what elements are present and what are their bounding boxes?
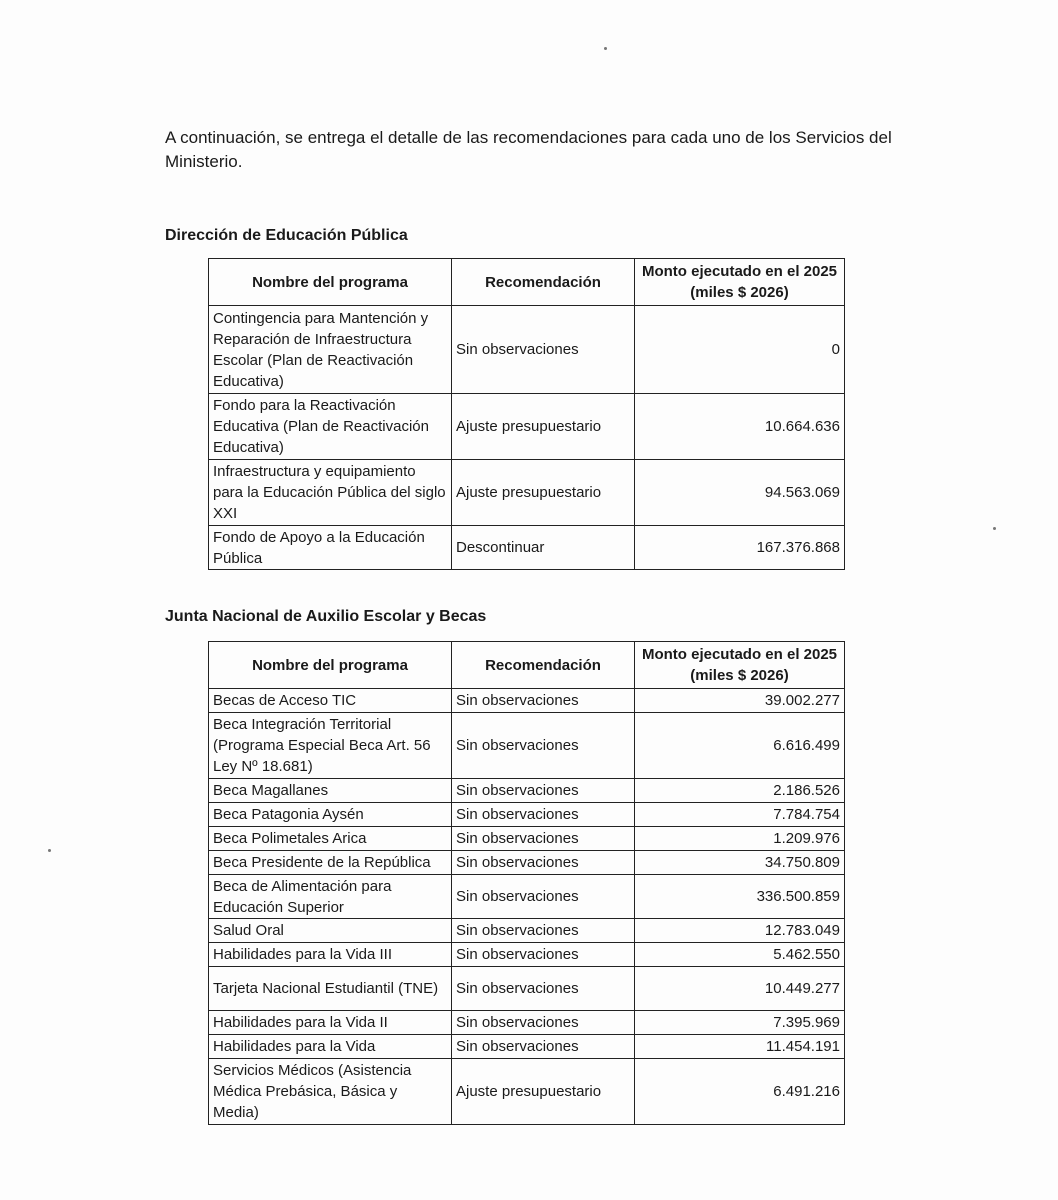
recommendation: Sin observaciones — [452, 803, 635, 827]
program-name: Beca Patagonia Aysén — [209, 803, 452, 827]
section-title-dep: Dirección de Educación Pública — [165, 227, 408, 244]
amount: 2.186.526 — [635, 779, 845, 803]
program-name: Contingencia para Mantención y Reparación de Infraestructura Escolar (Plan de Reactivación Educativa) — [209, 306, 452, 394]
table-row — [209, 689, 845, 713]
program-name: Beca Integración Territorial (Programa Especial Beca Art. 56 Ley Nº 18.681) — [209, 713, 452, 779]
recommendation: Ajuste presupuestario — [452, 394, 635, 460]
program-name: Habilidades para la Vida III — [209, 943, 452, 967]
table-row — [209, 851, 845, 875]
amount: 7.784.754 — [635, 803, 845, 827]
program-name: Servicios Médicos (Asistencia Médica Prebásica, Básica y Media) — [209, 1059, 452, 1125]
recommendation: Sin observaciones — [452, 851, 635, 875]
recommendation: Descontinuar — [452, 526, 635, 570]
table-junaeb — [208, 641, 845, 1125]
recommendation: Sin observaciones — [452, 827, 635, 851]
recommendation: Sin observaciones — [452, 875, 635, 919]
table-row — [209, 803, 845, 827]
amount: 5.462.550 — [635, 943, 845, 967]
recommendation: Ajuste presupuestario — [452, 460, 635, 526]
amount: 34.750.809 — [635, 851, 845, 875]
intro-paragraph: A continuación, se entrega el detalle de las recomendaciones para cada uno de los Servicios del Ministerio. — [165, 128, 892, 171]
amount: 1.209.976 — [635, 827, 845, 851]
table-header-row — [209, 642, 845, 689]
table-dep — [208, 258, 845, 570]
recommendation: Sin observaciones — [452, 713, 635, 779]
amount: 10.664.636 — [635, 394, 845, 460]
recommendation: Sin observaciones — [452, 689, 635, 713]
header-amount: Monto ejecutado en el 2025 (miles $ 2026) — [635, 642, 845, 689]
recommendation: Sin observaciones — [452, 779, 635, 803]
amount: 167.376.868 — [635, 526, 845, 570]
recommendation: Sin observaciones — [452, 1035, 635, 1059]
amount: 336.500.859 — [635, 875, 845, 919]
recommendation: Ajuste presupuestario — [452, 1059, 635, 1125]
amount: 10.449.277 — [635, 967, 845, 1011]
amount: 0 — [635, 306, 845, 394]
recommendation: Sin observaciones — [452, 1011, 635, 1035]
table-header-row — [209, 259, 845, 306]
program-name: Habilidades para la Vida — [209, 1035, 452, 1059]
amount: 39.002.277 — [635, 689, 845, 713]
table-row — [209, 1035, 845, 1059]
table-row — [209, 827, 845, 851]
table-row — [209, 967, 845, 1011]
program-name: Fondo para la Reactivación Educativa (Plan de Reactivación Educativa) — [209, 394, 452, 460]
amount: 12.783.049 — [635, 919, 845, 943]
table-row — [209, 943, 845, 967]
header-amount: Monto ejecutado en el 2025 (miles $ 2026) — [635, 259, 845, 306]
recommendation: Sin observaciones — [452, 967, 635, 1011]
recommendation: Sin observaciones — [452, 943, 635, 967]
table-row — [209, 1011, 845, 1035]
amount: 94.563.069 — [635, 460, 845, 526]
amount: 11.454.191 — [635, 1035, 845, 1059]
program-name: Infraestructura y equipamiento para la Educación Pública del siglo XXI — [209, 460, 452, 526]
program-name: Tarjeta Nacional Estudiantil (TNE) — [209, 967, 452, 1011]
speck-mark — [604, 47, 607, 50]
table-row — [209, 306, 845, 394]
speck-mark — [993, 527, 996, 530]
table-row — [209, 460, 845, 526]
program-name: Salud Oral — [209, 919, 452, 943]
recommendation: Sin observaciones — [452, 919, 635, 943]
header-program: Nombre del programa — [209, 259, 452, 306]
amount: 6.491.216 — [635, 1059, 845, 1125]
program-name: Beca Presidente de la República — [209, 851, 452, 875]
amount: 7.395.969 — [635, 1011, 845, 1035]
program-name: Beca Magallanes — [209, 779, 452, 803]
table-row — [209, 875, 845, 919]
program-name: Becas de Acceso TIC — [209, 689, 452, 713]
section-title-junaeb: Junta Nacional de Auxilio Escolar y Becas — [165, 608, 487, 625]
table-row — [209, 713, 845, 779]
program-name: Fondo de Apoyo a la Educación Pública — [209, 526, 452, 570]
amount: 6.616.499 — [635, 713, 845, 779]
table-row — [209, 1059, 845, 1125]
header-recommendation: Recomendación — [452, 642, 635, 689]
program-name: Beca Polimetales Arica — [209, 827, 452, 851]
table-row — [209, 919, 845, 943]
recommendation: Sin observaciones — [452, 306, 635, 394]
table-row — [209, 779, 845, 803]
table-row — [209, 394, 845, 460]
table-row — [209, 526, 845, 570]
program-name: Beca de Alimentación para Educación Superior — [209, 875, 452, 919]
header-program: Nombre del programa — [209, 642, 452, 689]
speck-mark — [48, 849, 51, 852]
program-name: Habilidades para la Vida II — [209, 1011, 452, 1035]
header-recommendation: Recomendación — [452, 259, 635, 306]
